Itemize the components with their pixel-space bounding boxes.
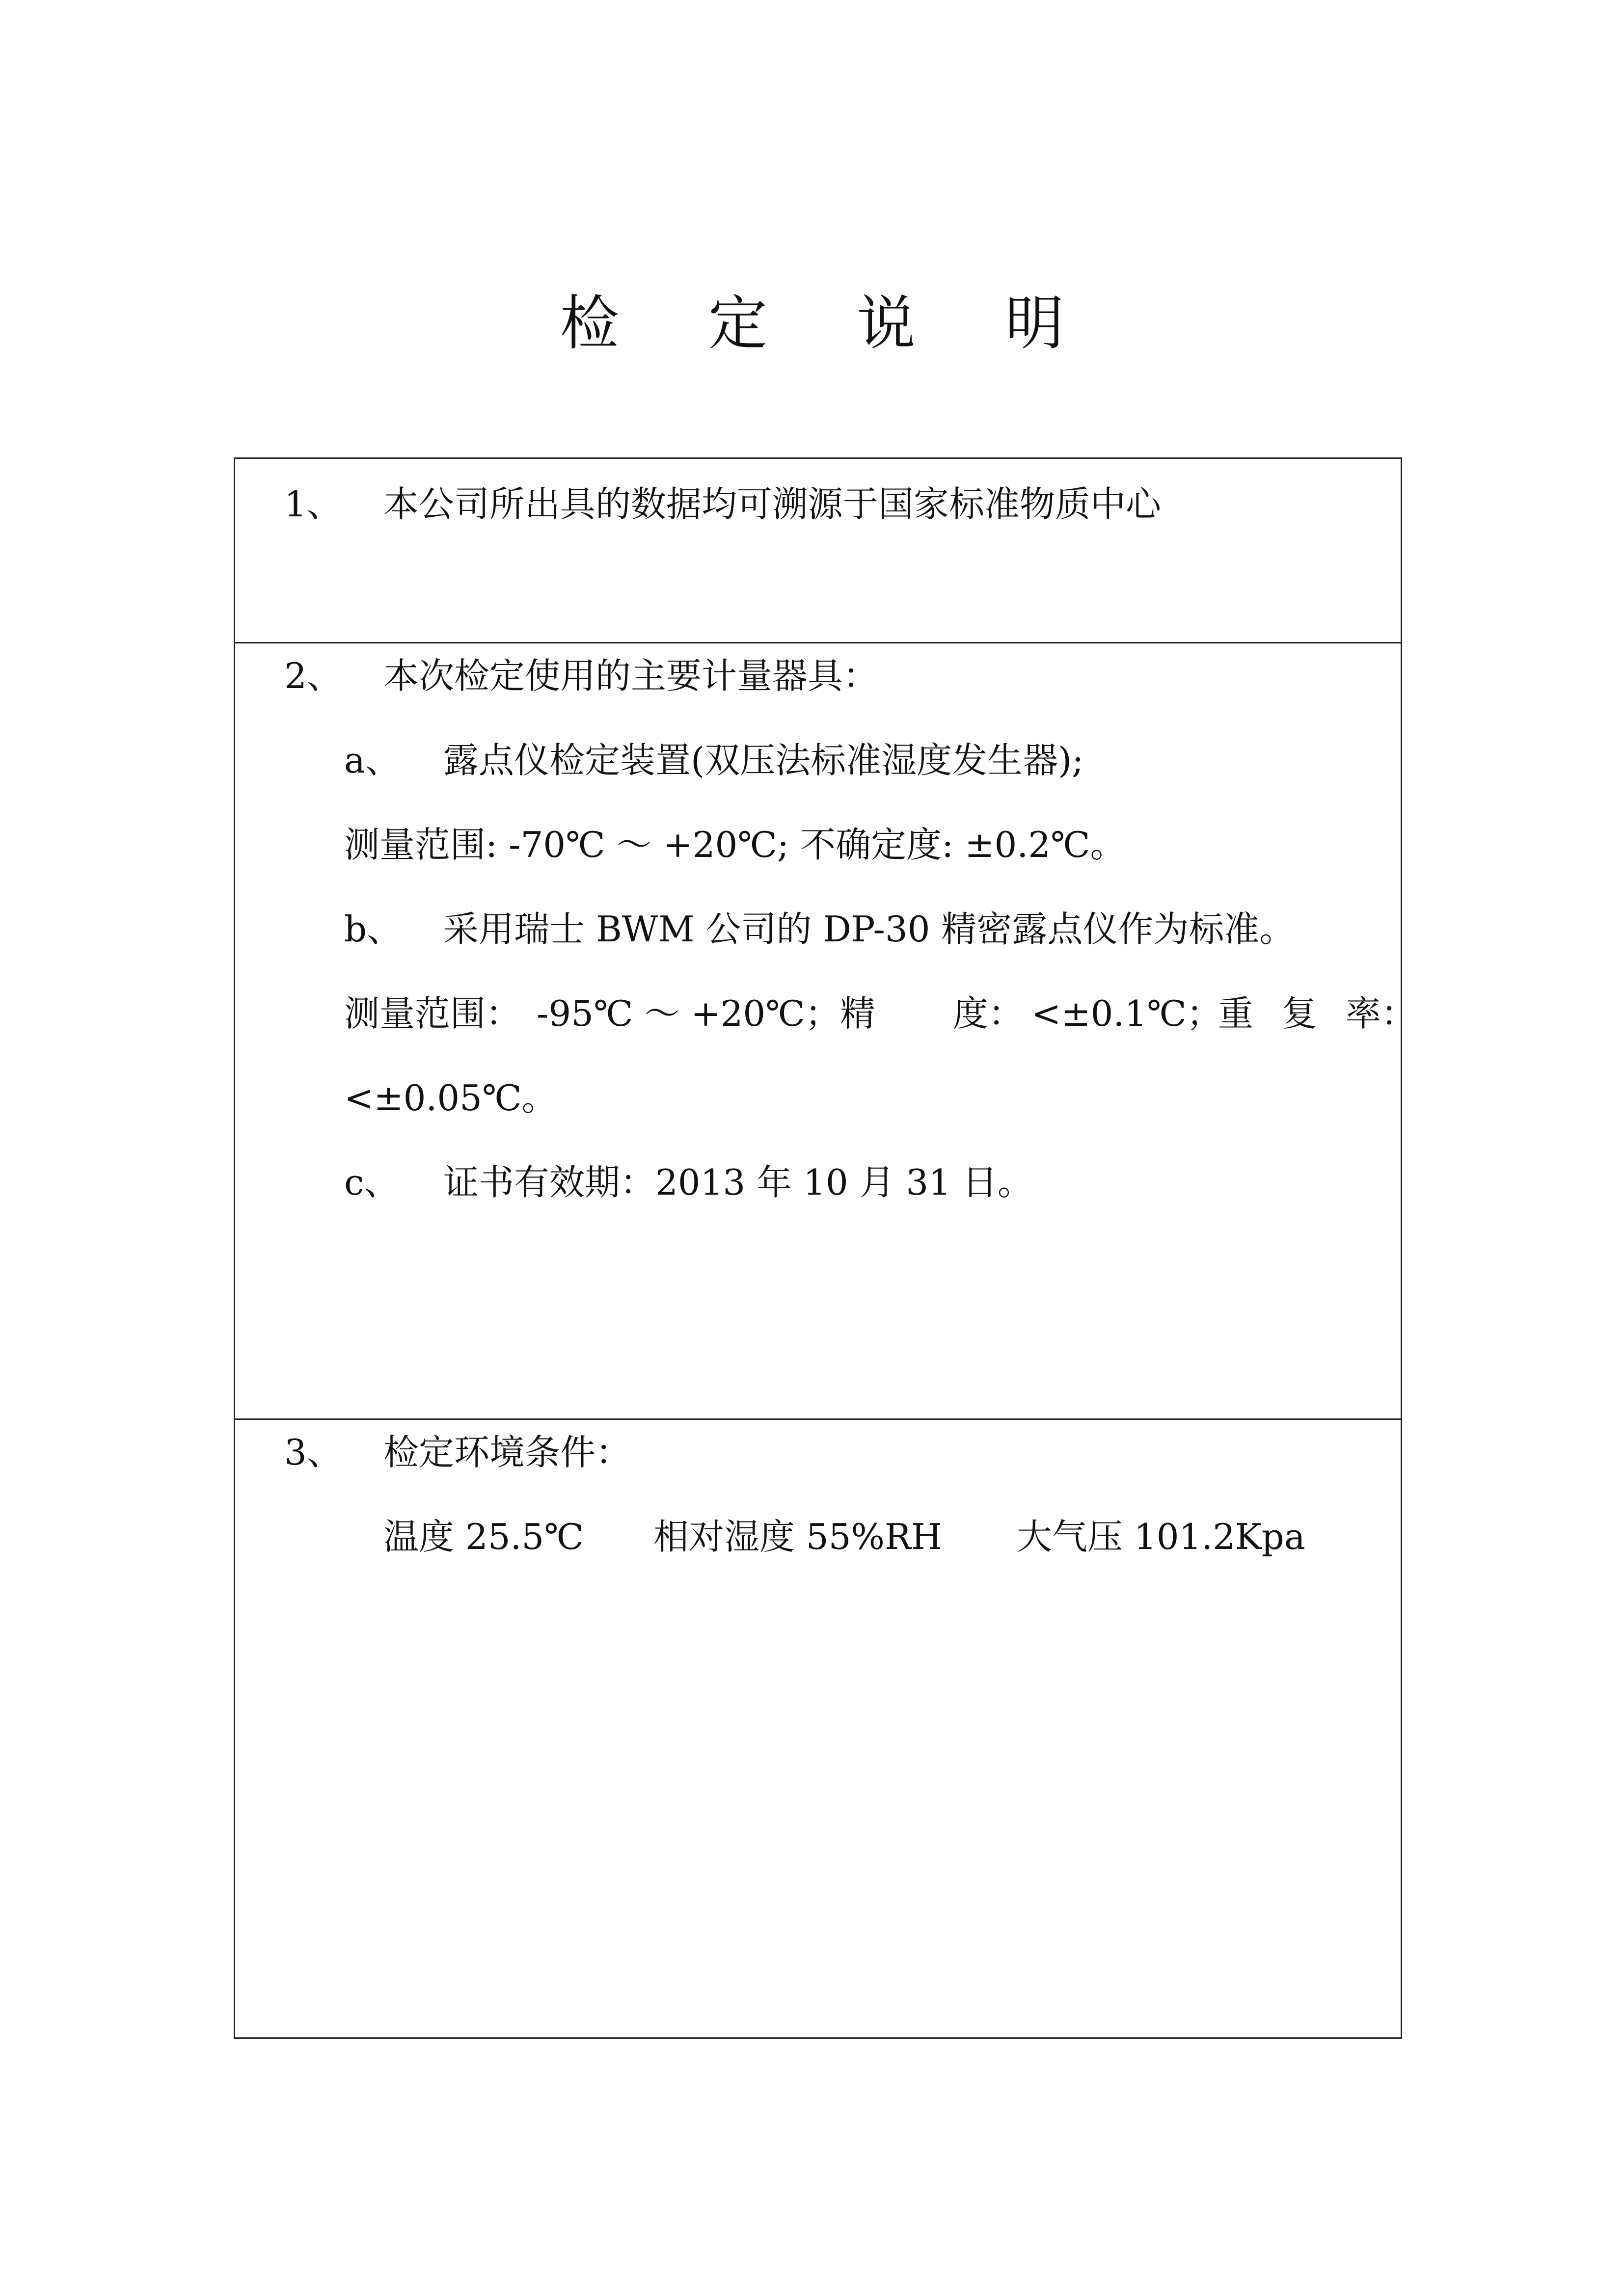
item-b-repeat-label-3: 率： — [1346, 993, 1417, 1034]
item-b-range-label: 测量范围： — [344, 993, 521, 1034]
item-a-text: 露点仪检定装置(双压法标准湿度发生器); — [443, 740, 1084, 781]
section-2-cell — [235, 643, 1417, 1420]
item-b-precision-value: <±0.1℃； — [1031, 993, 1222, 1034]
item-b-text: 采用瑞士 BWM 公司的 DP-30 精密露点仪作为标准。 — [443, 908, 1295, 950]
section-2-heading: 本次检定使用的主要计量器具： — [383, 655, 879, 696]
pressure-value: 大气压 101.2Kpa — [1017, 1516, 1305, 1557]
section-1-number: 1、 — [284, 483, 342, 525]
item-b-precision-label-1: 精 — [840, 993, 876, 1034]
calibration-notes-table — [234, 457, 1417, 2039]
humidity-value: 相对湿度 55%RH — [653, 1516, 942, 1557]
item-b-range-value: -95℃ ～ +20℃； — [537, 993, 840, 1034]
item-a-marker: a、 — [344, 740, 401, 781]
item-b-marker: b、 — [344, 908, 403, 950]
section-3-heading: 检定环境条件： — [383, 1432, 631, 1473]
item-b-precision-label-2: 度： — [953, 993, 1024, 1034]
item-c-text: 证书有效期：2013 年 10 月 31 日。 — [443, 1162, 1033, 1203]
item-b-repeat-label-1: 重 — [1218, 993, 1254, 1034]
section-3-cell — [235, 1420, 1401, 2037]
page-title: 检 定 说 明 — [560, 290, 1100, 358]
item-b-repeat-value: <±0.05℃。 — [344, 1077, 557, 1119]
item-b-repeat-label-2: 复 — [1282, 993, 1318, 1034]
item-c-marker: c、 — [344, 1162, 400, 1203]
item-a-spec: 测量范围: -70℃ ～ +20℃; 不确定度: ±0.2℃。 — [344, 824, 1126, 865]
section-1-text: 本公司所出具的数据均可溯源于国家标准物质中心 — [383, 483, 1162, 525]
section-1-cell — [235, 459, 1401, 643]
section-2-number: 2、 — [284, 655, 342, 696]
section-3-number: 3、 — [284, 1432, 342, 1473]
temperature-value: 温度 25.5℃ — [383, 1516, 584, 1557]
